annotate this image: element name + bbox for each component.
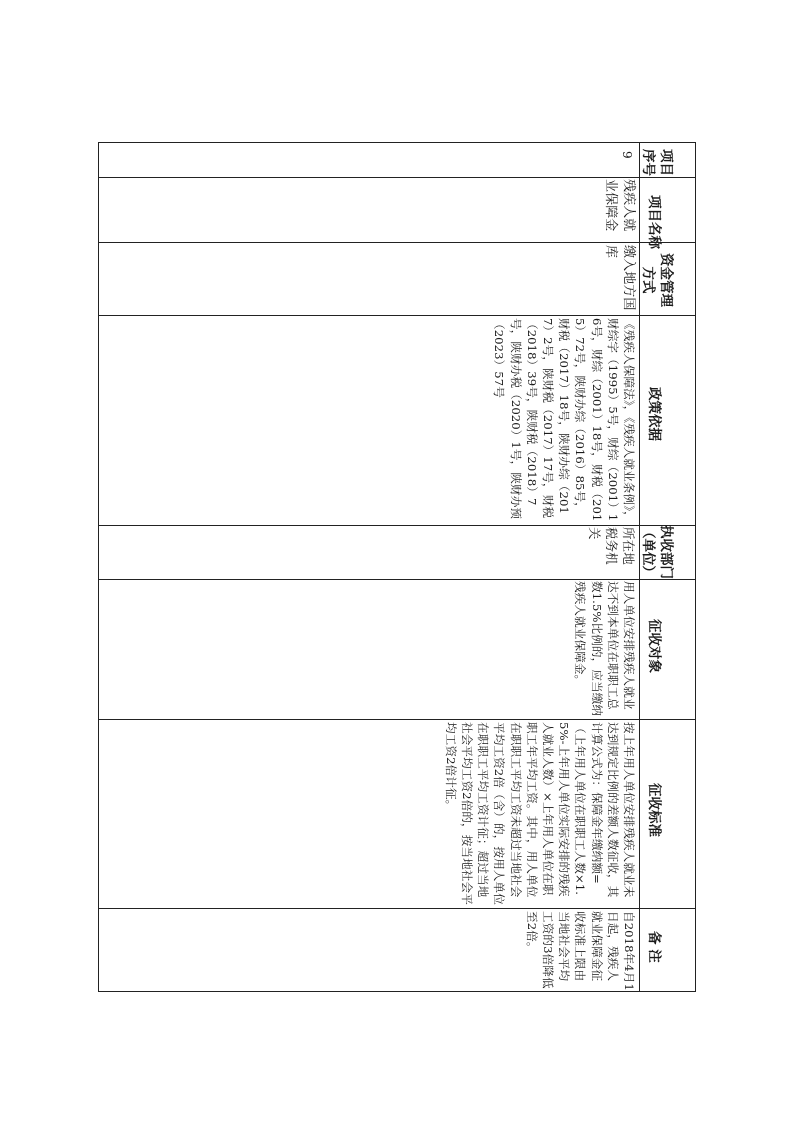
header-standard <box>643 783 663 863</box>
cell-standard-value: 按上年用人单位安排残疾人就业未达到规定比例的差额人数征收，其计算公式为：保障金年缴纳额=（上年用人单位在职职工人数×1.5%-上年用人单位实际安排的残疾人就业人数）×上年用人单位在职职工年平均工资。其中，用人单位在职职工平均工资未超过当地社会平均工资2倍（含）的，按用人单位在职职工平均工资计征；超过当地社会平均工资2倍的，按当地社会平均工资2倍计征。 <box>443 722 636 905</box>
cell-seq-value: 9 <box>620 151 634 159</box>
cell-management-value: 缴入地方国库 <box>603 245 636 311</box>
policy-table <box>98 142 696 992</box>
cell-name-value: 残疾人就业保障金 <box>603 179 636 232</box>
header-remark-label: 备 注 <box>646 931 662 963</box>
header-target <box>643 619 663 699</box>
header-name-label: 项目名称 <box>646 195 662 249</box>
header-basis <box>643 387 663 467</box>
cell-remark-value: 自2018年4月1日起，残疾人就业保障金征收标准上限由当地社会平均工资的3倍降低至2倍。 <box>524 911 636 991</box>
header-remark <box>643 931 663 991</box>
header-seq <box>639 149 675 179</box>
header-basis-label: 政策依据 <box>646 387 662 441</box>
row-divider <box>99 908 695 909</box>
cell-target <box>417 581 637 717</box>
row-divider <box>99 525 695 526</box>
header-management-label: 资金管理方式 <box>640 253 674 307</box>
header-management <box>637 253 675 307</box>
row-divider <box>99 719 695 720</box>
cell-standard <box>357 722 637 906</box>
header-seq-label: 项目序号 <box>640 149 674 176</box>
cell-seq <box>615 151 635 179</box>
header-dept <box>637 525 675 579</box>
row-divider <box>99 177 695 178</box>
header-dept-label: 执收部门（单位） <box>640 525 674 579</box>
header-name <box>643 195 663 255</box>
cell-target-value: 用人单位安排残疾人就业达不到本单位在职职工总数1.5%比例的，应当缴纳残疾人就业保障金。 <box>573 581 636 717</box>
cell-basis <box>337 318 637 523</box>
header-target-label: 征收对象 <box>646 619 662 673</box>
cell-dept-value: 所在地税务机关 <box>587 527 636 565</box>
header-standard-label: 征收标准 <box>646 783 662 837</box>
cell-remark <box>487 911 637 991</box>
cell-name <box>577 179 637 243</box>
cell-basis-value: 《残疾人保障法》，《残疾人就业条例》，财综字（1995）5号，财综（2001）16号，财综（2001）18号，财税（2015）72号，陕财办综（2016）85号，财税（2017）18号，陕财办综（2017）2号，陕财税（2017）17号，财税（2018）39号，陕财税（2018）7号，陕财办税（2020）1号，陕财办预（2023）57号 <box>492 318 636 523</box>
cell-management <box>577 245 637 313</box>
row-divider <box>99 315 695 316</box>
row-divider <box>99 579 695 580</box>
cell-dept <box>577 527 637 577</box>
